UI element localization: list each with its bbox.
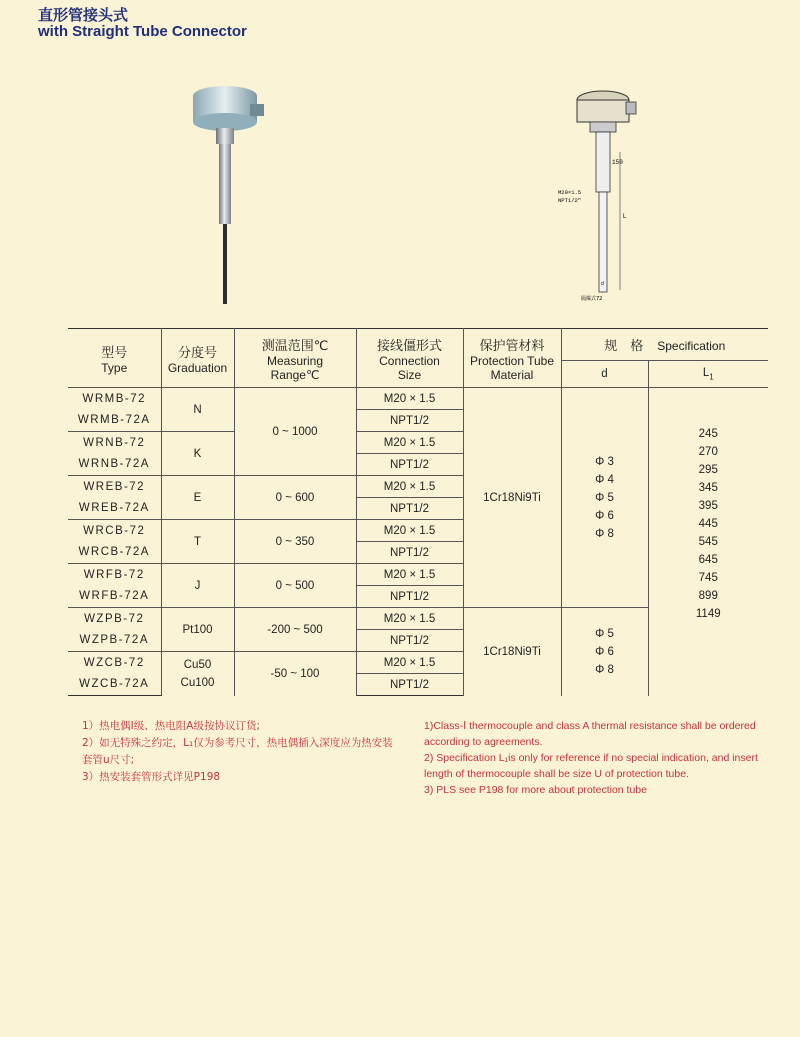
table-row-type: WREB-72 — [68, 476, 161, 498]
product-photo — [180, 78, 270, 308]
table-row-type: WZPB-72A — [68, 630, 161, 652]
range-cell: 0 ~ 500 — [234, 564, 356, 608]
note-cn-1: 1）热电偶Ⅰ级、热电阻A级按协议订货; — [82, 720, 260, 732]
col-material-header: 保护管材料 Protection Tube Material — [463, 329, 561, 388]
material-cell: 1Cr18Ni9Ti — [463, 608, 561, 696]
connection-cell: NPT1/2 — [356, 498, 463, 520]
connection-cell: M20 × 1.5 — [356, 608, 463, 630]
graduation-cell: T — [161, 520, 234, 564]
connection-cell: M20 × 1.5 — [356, 564, 463, 586]
connection-cell: M20 × 1.5 — [356, 476, 463, 498]
range-cell: 0 ~ 600 — [234, 476, 356, 520]
page-title-cn: 直形管接头式 — [38, 6, 129, 24]
col-d-header: d — [561, 361, 648, 388]
col-type-header: 型号 Type — [68, 329, 161, 388]
note-en-3: 3) PLS see P198 for more about protection tube — [424, 784, 647, 796]
connection-cell: M20 × 1.5 — [356, 432, 463, 454]
table-row-type: WZCB-72 — [68, 652, 161, 674]
note-en-2: 2) Specification L₁is only for reference if no special indication, and insert length of thermocouple shall be size U of protection tube. — [424, 752, 758, 780]
spec-table — [68, 328, 768, 696]
range-cell: 0 ~ 350 — [234, 520, 356, 564]
notes-chinese — [82, 718, 402, 786]
page-title-en: with Straight Tube Connector — [38, 23, 247, 40]
d-values-cell: Φ 3 Φ 4 Φ 5 Φ 6 Φ 8 — [561, 388, 648, 608]
graduation-cell: K — [161, 432, 234, 476]
table-row-type: WREB-72A — [68, 498, 161, 520]
graduation-cell: N — [161, 388, 234, 432]
table-row-type: WRMB-72 — [68, 388, 161, 410]
graduation-cell: J — [161, 564, 234, 608]
graduation-cell: Pt100 — [161, 608, 234, 652]
connection-cell: NPT1/2 — [356, 586, 463, 608]
dim-150-label: 150 — [612, 159, 623, 166]
connection-cell: M20 × 1.5 — [356, 520, 463, 542]
drawing-caption: 隔爆式72 — [581, 296, 603, 302]
dim-thread2-label: NPT1/2" — [558, 197, 582, 204]
table-row-type: WRFB-72 — [68, 564, 161, 586]
connection-cell: NPT1/2 — [356, 542, 463, 564]
connection-cell: M20 × 1.5 — [356, 652, 463, 674]
col-graduation-header: 分度号 Graduation — [161, 329, 234, 388]
table-row-type: WRMB-72A — [68, 410, 161, 432]
dimension-drawing — [558, 78, 648, 303]
graduation-cell: E — [161, 476, 234, 520]
table-row-type: WRCB-72A — [68, 542, 161, 564]
col-l1-header: $L_1$ — [648, 361, 768, 388]
col-range-header: 测温范围℃ Measuring Range℃ — [234, 329, 356, 388]
note-cn-3: 3）热安装套管形式详见P198 — [82, 771, 221, 783]
dim-thread1-label: M20×1.5 — [558, 189, 582, 196]
col-connection-header: 接线僵形式 Connection Size — [356, 329, 463, 388]
table-row-type: WRFB-72A — [68, 586, 161, 608]
notes-english — [424, 718, 774, 798]
table-row-type: WZPB-72 — [68, 608, 161, 630]
graduation-cell: Cu50 Cu100 — [161, 652, 234, 696]
connection-cell: NPT1/2 — [356, 674, 463, 696]
material-cell: 1Cr18Ni9Ti — [463, 388, 561, 608]
col-spec-header: 规 格 Specification — [561, 329, 768, 361]
connection-cell: M20 × 1.5 — [356, 388, 463, 410]
connection-cell: NPT1/2 — [356, 410, 463, 432]
l1-values-cell: 245 270 295 345 395 445 545 645 745 899 1149 — [648, 388, 768, 696]
table-row-type: WZCB-72A — [68, 674, 161, 696]
connection-cell: NPT1/2 — [356, 454, 463, 476]
range-cell: 0 ~ 1000 — [234, 388, 356, 476]
table-row-type: WRNB-72A — [68, 454, 161, 476]
note-en-1: 1)Class-Ⅰ thermocouple and class A thermal resistance shall be ordered according to agreements. — [424, 720, 756, 748]
dim-d-label: d — [601, 281, 604, 287]
table-row-type: WRCB-72 — [68, 520, 161, 542]
range-cell: -50 ~ 100 — [234, 652, 356, 696]
d-values-cell: Φ 5 Φ 6 Φ 8 — [561, 608, 648, 696]
table-row-type: WRNB-72 — [68, 432, 161, 454]
note-cn-2: 2）如无特殊之约定，L₁仅为参考尺寸，热电偶插入深度应为热安装套管u尺寸; — [82, 737, 393, 766]
range-cell: -200 ~ 500 — [234, 608, 356, 652]
connection-cell: NPT1/2 — [356, 630, 463, 652]
dim-L-label: L — [623, 214, 627, 220]
